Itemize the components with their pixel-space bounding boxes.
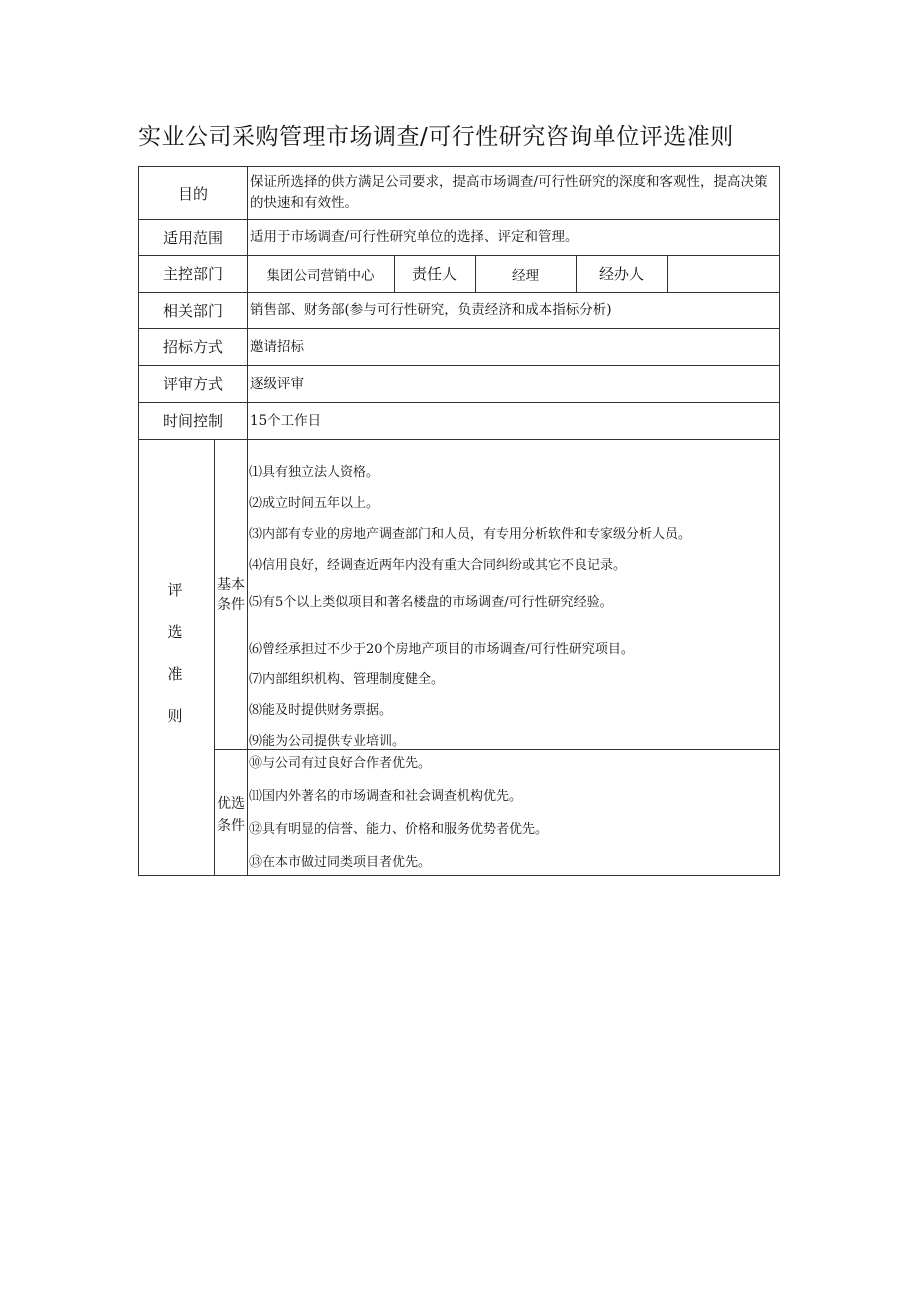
time-label: 时间控制 [162, 412, 223, 430]
basic-item: ⑸有5个以上类似项目和著名楼盘的市场调查/可行性研究经验。 [249, 595, 613, 610]
basic-conditions-label: 基本 条件 [217, 577, 245, 613]
criteria-char: 选 [167, 623, 183, 641]
purpose-text: 保证所选择的供方满足公司要求，提高市场调查/可行性研究的深度和客观性，提高决策的快速和有效性。 [250, 174, 768, 211]
criteria-char: 则 [167, 707, 183, 725]
purpose-label: 目的 [177, 184, 208, 203]
basic-item: ⑹曾经承担过不少于20个房地产项目的市场调查/可行性研究项目。 [249, 642, 634, 657]
basic-item: ⑼能为公司提供专业培训。 [249, 734, 406, 749]
responsible-value: 经理 [512, 267, 539, 284]
time-text: 15个工作日 [250, 413, 322, 429]
criteria-char: 评 [167, 581, 183, 599]
preferred-item: ⑬在本市做过同类项目者优先。 [249, 855, 432, 870]
handler-label: 经办人 [598, 265, 644, 283]
dept-value: 集团公司营销中心 [266, 267, 375, 284]
scope-text: 适用于市场调查/可行性研究单位的选择、评定和管理。 [250, 229, 579, 245]
basic-item: ⑺内部组织机构、管理制度健全。 [249, 672, 445, 687]
bidding-text: 邀请招标 [250, 339, 304, 355]
responsible-label: 责任人 [411, 265, 457, 283]
page-title: 实业公司采购管理市场调查/可行性研究咨询单位评选准则 [138, 124, 734, 150]
related-text: 销售部、财务部(参与可行性研究，负责经济和成本指标分析) [250, 302, 612, 318]
dept-label: 主控部门 [162, 265, 223, 283]
basic-item: ⑵成立时间五年以上。 [249, 496, 380, 511]
handler-value [667, 255, 779, 292]
bidding-label: 招标方式 [162, 338, 223, 356]
preferred-item: ⑫具有明显的信誉、能力、价格和服务优势者优先。 [249, 822, 549, 837]
scope-label: 适用范围 [162, 228, 223, 247]
basic-item: ⑷信用良好，经调查近两年内没有重大合同纠纷或其它不良记录。 [249, 558, 627, 573]
preferred-item: ⑾国内外著名的市场调查和社会调查机构优先。 [249, 789, 523, 804]
criteria-table [138, 166, 780, 876]
criteria-char: 准 [167, 665, 183, 683]
basic-item: ⑶内部有专业的房地产调查部门和人员，有专用分析软件和专家级分析人员。 [249, 527, 692, 542]
basic-item: ⑻能及时提供财务票据。 [249, 703, 393, 718]
review-text: 逐级评审 [250, 376, 304, 392]
related-label: 相关部门 [162, 301, 223, 320]
basic-item: ⑴具有独立法人资格。 [249, 465, 380, 480]
preferred-conditions-label: 优选 条件 [217, 796, 245, 834]
review-label: 评审方式 [162, 375, 223, 393]
preferred-item: ⑩与公司有过良好合作者优先。 [249, 756, 432, 771]
